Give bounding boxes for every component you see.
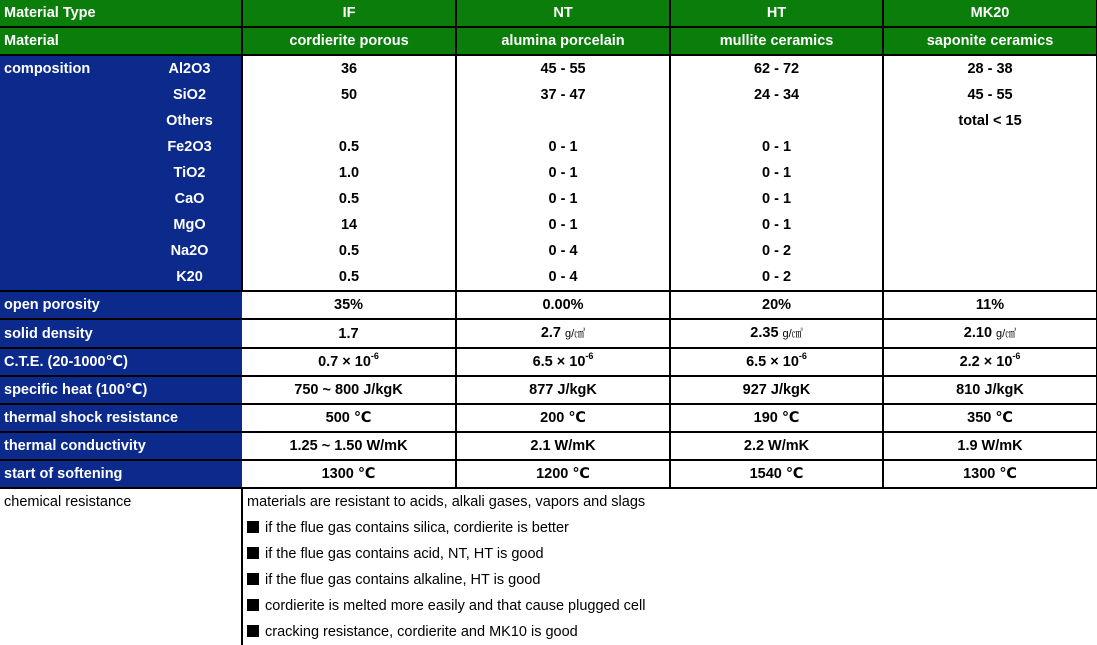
open-porosity-row <box>0 291 1097 319</box>
cte-exponent: -6 <box>370 351 379 362</box>
composition-value: 0.5 <box>242 186 456 212</box>
composition-value: total < 15 <box>883 108 1097 134</box>
component-name: Al2O3 <box>138 55 242 82</box>
chemical-line: if the flue gas contains acid, NT, HT is good <box>265 546 544 562</box>
chemical-row <box>0 488 1097 515</box>
composition-value: 0 - 4 <box>456 264 670 291</box>
col-if: IF <box>242 0 456 27</box>
cte-value: 6.5 <box>532 354 553 370</box>
property-value: 190 ℃ <box>670 404 883 432</box>
component-name: TiO2 <box>138 160 242 186</box>
composition-row <box>0 160 1097 186</box>
composition-value: 0 - 1 <box>456 212 670 238</box>
material-type-label: Material Type <box>0 0 242 27</box>
component-name: MgO <box>138 212 242 238</box>
density-unit: g/㎤ <box>565 328 586 340</box>
composition-value <box>670 108 883 134</box>
composition-value: 0 - 1 <box>670 160 883 186</box>
times-sign: × <box>556 354 566 370</box>
chemical-line: cracking resistance, cordierite and MK10 is good <box>265 624 578 640</box>
times-sign: × <box>983 354 993 370</box>
chemical-line: if the flue gas contains alkaline, HT is good <box>265 572 541 588</box>
composition-row <box>0 238 1097 264</box>
component-name: Fe2O3 <box>138 134 242 160</box>
composition-value: 0.5 <box>242 134 456 160</box>
col-mk20: MK20 <box>883 0 1097 27</box>
header-row-material <box>0 27 1097 55</box>
cte-base: 10 <box>782 354 799 370</box>
softening-row <box>0 460 1097 488</box>
composition-value <box>883 212 1097 238</box>
property-value: 1540 ℃ <box>670 460 883 488</box>
density-unit: g/㎤ <box>996 328 1017 340</box>
property-value: 927 J/kgK <box>670 376 883 404</box>
square-bullet-icon <box>247 625 259 637</box>
composition-value <box>883 186 1097 212</box>
component-name: CaO <box>138 186 242 212</box>
density-value: 2.35 <box>750 325 779 341</box>
cte-exponent: -6 <box>1012 351 1021 362</box>
cte-label: C.T.E. (20-1000℃) <box>0 348 242 376</box>
square-bullet-icon <box>247 521 259 533</box>
composition-value <box>883 160 1097 186</box>
thermal-shock-label: thermal shock resistance <box>0 404 242 432</box>
property-value <box>670 319 883 348</box>
composition-row <box>0 264 1097 291</box>
composition-value: 0 - 2 <box>670 238 883 264</box>
composition-row <box>0 134 1097 160</box>
composition-value: 0.5 <box>242 238 456 264</box>
composition-value <box>456 108 670 134</box>
composition-value: 0 - 1 <box>456 186 670 212</box>
property-value <box>883 348 1097 376</box>
col-ht: HT <box>670 0 883 27</box>
property-value: 1300 ℃ <box>883 460 1097 488</box>
cte-value: 0.7 <box>318 354 339 370</box>
square-bullet-icon <box>247 573 259 585</box>
property-value: 1.9 W/mK <box>883 432 1097 460</box>
composition-row <box>0 82 1097 108</box>
composition-value: 24 - 34 <box>670 82 883 108</box>
density-value: 1.7 <box>338 325 359 342</box>
density-value: 2.10 <box>963 325 993 341</box>
softening-label: start of softening <box>0 460 242 488</box>
property-value <box>456 319 670 348</box>
density-unit: g/㎤ <box>782 328 803 340</box>
col-nt: NT <box>456 0 670 27</box>
composition-value: 14 <box>242 212 456 238</box>
property-value: 200 ℃ <box>456 404 670 432</box>
property-value: 2.1 W/mK <box>456 432 670 460</box>
material-if: cordierite porous <box>242 27 456 55</box>
cte-row <box>0 348 1097 376</box>
composition-value: 0 - 1 <box>456 134 670 160</box>
material-ht: mullite ceramics <box>670 27 883 55</box>
cte-base: 10 <box>569 354 586 370</box>
cte-base: 10 <box>354 354 371 370</box>
property-value <box>670 348 883 376</box>
chemical-bullet <box>242 567 1097 593</box>
cte-exponent: -6 <box>798 351 807 362</box>
chemical-bullet <box>242 541 1097 567</box>
component-name: Others <box>138 108 242 134</box>
property-value: 0.00% <box>456 291 670 319</box>
property-value: 350 ℃ <box>883 404 1097 432</box>
composition-value: 50 <box>242 82 456 108</box>
composition-label: composition <box>0 55 138 291</box>
chemical-bullet <box>242 515 1097 541</box>
component-name: Na2O <box>138 238 242 264</box>
thermal-conductivity-label: thermal conductivity <box>0 432 242 460</box>
composition-row <box>0 55 1097 82</box>
property-value: 810 J/kgK <box>883 376 1097 404</box>
property-value <box>883 319 1097 348</box>
solid-density-row <box>0 319 1097 348</box>
composition-value: 28 - 38 <box>883 55 1097 82</box>
composition-value: 0 - 1 <box>670 186 883 212</box>
chemical-bullet <box>242 619 1097 645</box>
property-value: 1.25 ~ 1.50 W/mK <box>242 432 456 460</box>
square-bullet-icon <box>247 599 259 611</box>
composition-value: 45 - 55 <box>883 82 1097 108</box>
cte-base: 10 <box>996 354 1013 370</box>
property-value: 877 J/kgK <box>456 376 670 404</box>
property-value <box>242 319 456 348</box>
material-nt: alumina porcelain <box>456 27 670 55</box>
property-value <box>456 348 670 376</box>
property-value: 1200 ℃ <box>456 460 670 488</box>
composition-row <box>0 186 1097 212</box>
specific-heat-row <box>0 376 1097 404</box>
composition-value <box>883 134 1097 160</box>
property-value: 2.2 W/mK <box>670 432 883 460</box>
component-name: K20 <box>138 264 242 291</box>
chemical-line: cordierite is melted more easily and that cause plugged cell <box>265 598 646 614</box>
composition-value: 0 - 2 <box>670 264 883 291</box>
composition-row <box>0 108 1097 134</box>
composition-value: 0 - 1 <box>456 160 670 186</box>
times-sign: × <box>342 354 351 370</box>
composition-value: 0 - 1 <box>670 212 883 238</box>
property-value: 35% <box>242 291 456 319</box>
composition-value: 36 <box>242 55 456 82</box>
composition-value: 0.5 <box>242 264 456 291</box>
open-porosity-label: open porosity <box>0 291 242 319</box>
chemical-resistance-label: chemical resistance <box>0 488 242 645</box>
header-row-material-type <box>0 0 1097 27</box>
component-name: SiO2 <box>138 82 242 108</box>
composition-value: 62 - 72 <box>670 55 883 82</box>
cte-value: 2.2 <box>959 354 980 370</box>
composition-value: 0 - 1 <box>670 134 883 160</box>
chemical-bullet <box>242 593 1097 619</box>
composition-row <box>0 212 1097 238</box>
composition-value: 37 - 47 <box>456 82 670 108</box>
chemical-line: if the flue gas contains silica, cordierite is better <box>265 520 569 536</box>
material-label: Material <box>0 27 242 55</box>
composition-value <box>883 264 1097 291</box>
property-value: 750 ~ 800 J/kgK <box>242 376 456 404</box>
specific-heat-label: specific heat (100℃) <box>0 376 242 404</box>
material-mk20: saponite ceramics <box>883 27 1097 55</box>
property-value: 20% <box>670 291 883 319</box>
times-sign: × <box>770 354 779 370</box>
composition-value <box>242 108 456 134</box>
solid-density-label: solid density <box>0 319 242 348</box>
composition-value <box>883 238 1097 264</box>
square-bullet-icon <box>247 547 259 559</box>
thermal-shock-row <box>0 404 1097 432</box>
thermal-conductivity-row <box>0 432 1097 460</box>
cte-exponent: -6 <box>585 351 594 362</box>
density-value: 2.7 <box>540 325 561 341</box>
property-value: 500 ℃ <box>242 404 456 432</box>
cte-value: 6.5 <box>746 354 767 370</box>
composition-value: 1.0 <box>242 160 456 186</box>
composition-value: 45 - 55 <box>456 55 670 82</box>
property-value: 1300 ℃ <box>242 460 456 488</box>
chemical-line: materials are resistant to acids, alkali gases, vapors and slags <box>242 488 1097 515</box>
property-value <box>242 348 456 376</box>
composition-value: 0 - 4 <box>456 238 670 264</box>
property-value: 11% <box>883 291 1097 319</box>
